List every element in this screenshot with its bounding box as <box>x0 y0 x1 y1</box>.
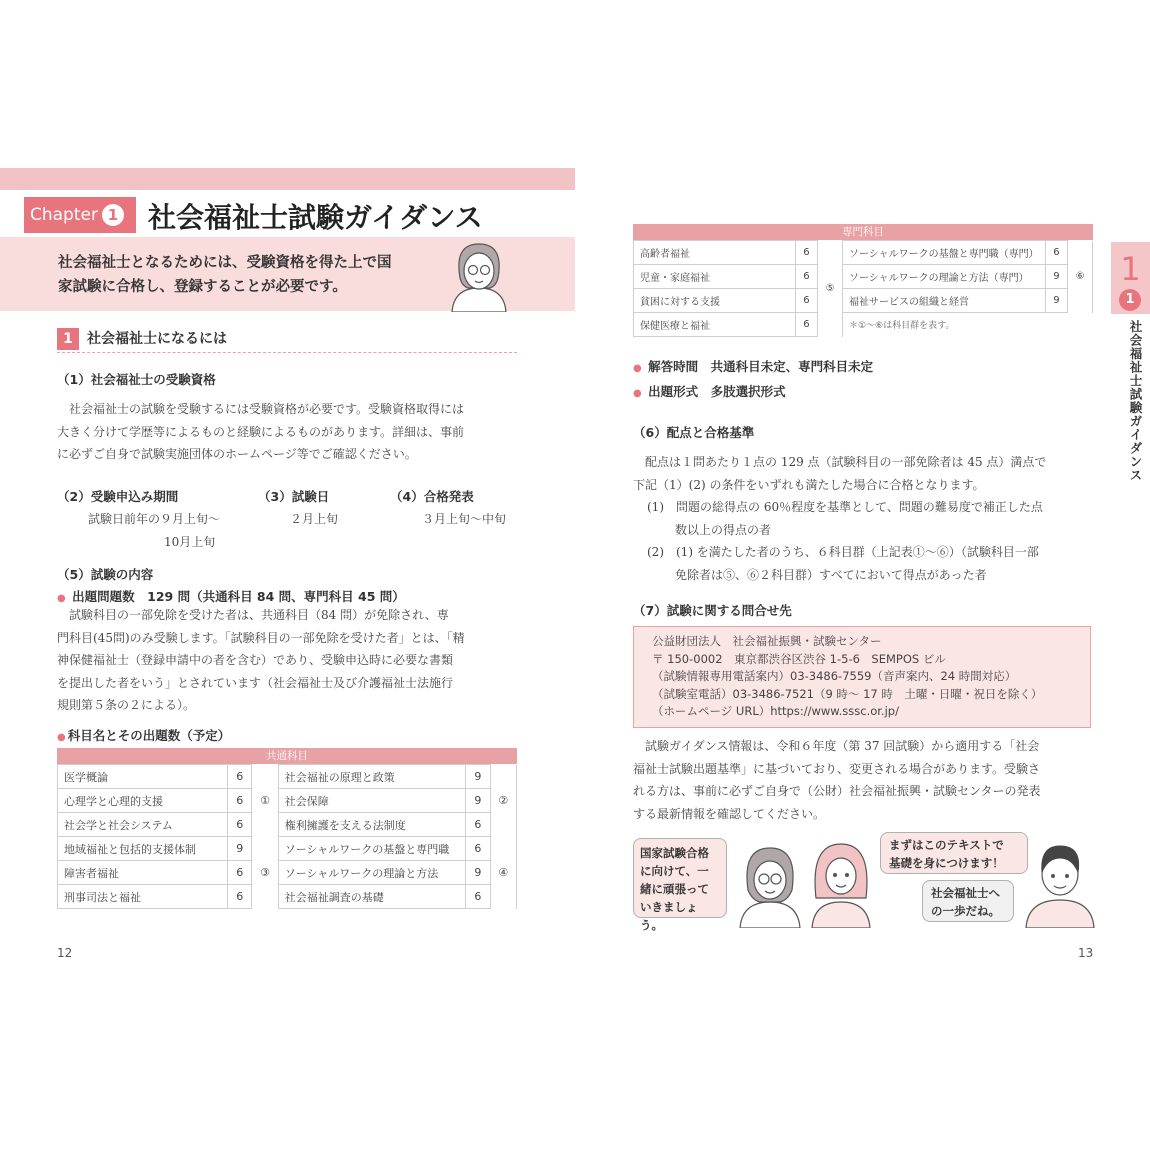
qualification-heading: （1）社会福祉士の受験資格 <box>57 372 216 387</box>
question-count <box>57 587 405 605</box>
text-line: する最新情報を確認してください。 <box>633 806 826 821</box>
subject-name: 心理学と心理的支援 <box>58 789 228 813</box>
table-row <box>58 861 517 885</box>
subject-name: 高齢者福祉 <box>634 241 796 265</box>
special-table-title: 専門科目 <box>633 224 1093 240</box>
subject-count: 6 <box>228 885 252 909</box>
side-tab-circle: 1 <box>1119 289 1141 311</box>
subject-count: 6 <box>228 789 252 813</box>
side-tab-number: 1 <box>1120 250 1141 288</box>
subject-count: 9 <box>1045 265 1068 289</box>
woman-with-glasses-illustration <box>440 238 518 312</box>
page-number-left: 12 <box>57 946 73 960</box>
bubble-line: いきましょう。 <box>640 900 698 932</box>
chapter-badge <box>24 197 136 233</box>
group-label: ④ <box>490 837 516 909</box>
text-line: 免除者は⑤、⑥２科目群）すべてにおいて得点があった者 <box>675 567 987 582</box>
exam-day-value: ２月上旬 <box>290 512 339 526</box>
answer-time <box>633 357 873 375</box>
contact-box <box>633 626 1091 728</box>
answer-time-value: 共通科目未定、専門科目未定 <box>710 359 874 374</box>
announcement-value: ３月上旬〜中旬 <box>422 512 507 526</box>
header-band <box>0 168 575 190</box>
section-heading <box>57 328 517 353</box>
text-line: を提出した者をいう」とされています（社会福祉士及び介護福祉士法施行 <box>57 675 454 690</box>
speech-bubble-top-right <box>880 832 1028 874</box>
application-period <box>88 508 220 553</box>
speech-bubble-left <box>633 838 727 932</box>
bubble-line: 緒に頑張って <box>640 882 709 896</box>
subject-count: 6 <box>228 813 252 837</box>
table-row <box>634 289 1093 313</box>
table-row <box>58 837 517 861</box>
question-count-label: 出題問題数 <box>72 589 135 604</box>
bubble-line: 国家試験合格 <box>640 846 709 860</box>
text-line: 試験科目の一部免除を受けた者は、共通科目（84 問）が免除され、専 <box>69 608 449 622</box>
table-row <box>634 265 1093 289</box>
question-count-value: 129 問（共通科目 84 問、専門科目 45 問） <box>147 589 405 604</box>
scoring-heading: （6）配点と合格基準 <box>633 425 755 440</box>
page-number-right: 13 <box>1078 946 1094 960</box>
subject-name: 福祉サービスの組織と経営 <box>842 289 1045 313</box>
subject-name: 社会福祉の原理と政策 <box>278 765 466 789</box>
contact-line: 公益財団法人 社会福祉振興・試験センター <box>652 634 882 648</box>
speech-bubble-bottom-right <box>922 880 1014 922</box>
guidance-info-text <box>633 735 1103 825</box>
young-man-illustration <box>1022 834 1098 928</box>
common-table-title: 共通科目 <box>57 748 517 764</box>
text-line: 門科目(45問)のみ受験します。「試験科目の一部免除を受けた者」とは、「精 <box>57 630 465 645</box>
table-row <box>634 241 1093 265</box>
subject-count: 9 <box>466 789 490 813</box>
subject-count: 6 <box>466 813 490 837</box>
content-heading: （5）試験の内容 <box>57 567 154 582</box>
text-line: 規則第５条の２による）。 <box>57 698 196 712</box>
subject-count: 6 <box>795 265 818 289</box>
text-line: 大きく分けて学歴等によるものと経験によるものがあります。詳細は、事前 <box>57 424 465 439</box>
subject-name: 児童・家庭福祉 <box>634 265 796 289</box>
young-woman-illustration <box>806 838 876 928</box>
lead-text <box>58 251 438 299</box>
subject-name: ソーシャルワークの基盤と専門職（専門） <box>842 241 1045 265</box>
subject-count: 6 <box>795 241 818 265</box>
text-line: 数以上の得点の者 <box>675 522 772 537</box>
subject-name: 貧困に対する支援 <box>634 289 796 313</box>
text-line: 社会福祉士の試験を受験するには受験資格が必要です。受験資格取得には <box>69 402 465 416</box>
subjects-label: ● 科目名とその出題数（予定） <box>57 726 230 744</box>
subject-count: 9 <box>466 765 490 789</box>
text-line: 試験ガイダンス情報は、令和６年度（第 37 回試験）から適用する「社会 <box>645 739 1040 753</box>
scoring-text <box>633 451 1103 586</box>
text-line: 下記（1）(2) の条件をいずれも満たした場合に合格となります。 <box>633 477 985 492</box>
text-line: に必ずご自身で試験実施団体のホームページ等でご確認ください。 <box>57 447 417 461</box>
subject-name: ソーシャルワークの基盤と専門職 <box>278 837 466 861</box>
text-line: 試験日前年の９月上旬〜 <box>88 512 221 526</box>
contact-heading: （7）試験に関する問合せ先 <box>633 603 792 618</box>
table-row <box>58 765 517 789</box>
side-tab-title: 社会福祉士試験ガイダンス <box>1128 320 1143 482</box>
group-label: ③ <box>252 837 278 909</box>
table-row <box>58 789 517 813</box>
subject-count: 6 <box>795 289 818 313</box>
subject-count: 9 <box>228 837 252 861</box>
answer-time-label: 解答時間 <box>648 359 699 374</box>
subject-count: 6 <box>228 861 252 885</box>
subject-name: 障害者福祉 <box>58 861 228 885</box>
subject-name: 権利擁護を支える法制度 <box>278 813 466 837</box>
chapter-title: 社会福祉士試験ガイダンス <box>148 201 483 234</box>
common-table-grid <box>57 764 517 909</box>
special-table-grid <box>633 240 1093 337</box>
application-heading: （2）受験申込み期間 <box>57 489 179 504</box>
subject-count: 6 <box>466 837 490 861</box>
subject-count: 9 <box>466 861 490 885</box>
text-line: (2) (1) を満たした者のうち、６科目群（上記表①〜⑥）（試験科目一部 <box>647 545 1039 559</box>
table-note: ＊①〜⑥は科目群を表す。 <box>848 321 955 332</box>
subject-name: ソーシャルワークの理論と方法（専門） <box>842 265 1045 289</box>
common-subjects-table <box>57 748 517 909</box>
exemption-text <box>57 604 527 717</box>
subject-name: ソーシャルワークの理論と方法 <box>278 861 466 885</box>
contact-line: （試験情報専用電話案内）03-3486-7559（音声案内、24 時間対応） <box>652 669 1017 683</box>
subject-count: 6 <box>466 885 490 909</box>
section-number: 1 <box>57 328 79 350</box>
announcement-heading: （4）合格発表 <box>390 489 474 504</box>
text-line: 10月上旬 <box>164 534 216 549</box>
subject-name: 保健医療と福祉 <box>634 313 796 337</box>
table-row <box>58 885 517 909</box>
question-format-value: 多肢選択形式 <box>710 384 786 399</box>
subject-count: 6 <box>795 313 818 337</box>
subject-name: 社会学と社会システム <box>58 813 228 837</box>
group-label: ⑤ <box>818 241 843 337</box>
subject-name: 地域福祉と包括的支援体制 <box>58 837 228 861</box>
text-line: 配点は１問あたり１点の 129 点（試験科目の一部免除者は 45 点）満点で <box>645 455 1047 469</box>
qualification-text <box>57 398 527 466</box>
contact-url: （ホームページ URL）https://www.sssc.or.jp/ <box>652 704 899 718</box>
bubble-line: に向けて、一 <box>640 864 709 878</box>
bubble-line: 社会福祉士へ <box>931 886 1000 900</box>
text-line: 福祉士試験出題基準」に基づいており、変更される場合があります。受験さ <box>633 761 1041 776</box>
chapter-number: 1 <box>102 204 124 226</box>
subject-count: 9 <box>1045 289 1068 313</box>
text-line: 神保健福祉士（登録申請中の者を含む）であり、受験申込時に必要な書類 <box>57 653 454 667</box>
question-format <box>633 382 786 400</box>
lead-line: 社会福祉士となるためには、受験資格を得た上で国 <box>58 255 392 271</box>
group-label: ⑥ <box>1068 241 1093 313</box>
lead-line: 家試験に合格し、登録することが必要です。 <box>58 279 347 295</box>
subject-name: 刑事司法と福祉 <box>58 885 228 909</box>
group-label: ① <box>252 765 278 837</box>
contact-line: 〒 150-0002 東京都渋谷区渋谷 1-5-6 SEMPOS ビル <box>652 651 946 666</box>
exam-day-heading: （3）試験日 <box>258 489 330 504</box>
table-row <box>634 313 1093 337</box>
bubble-line: の一歩だね。 <box>931 904 1000 918</box>
table-row <box>58 813 517 837</box>
subject-count: 6 <box>1045 241 1068 265</box>
special-subjects-table <box>633 224 1093 337</box>
bubble-line: 基礎を身につけます！ <box>889 856 1004 870</box>
text-line: (1) 問題の総得点の 60％程度を基準として、問題の難易度で補正した点 <box>647 500 1043 514</box>
question-format-label: 出題形式 <box>648 384 699 399</box>
section-title: 社会福祉士になるには <box>87 331 227 347</box>
group-label: ② <box>490 765 516 837</box>
text-line: れる方は、事前に必ずご自身で（公財）社会福祉振興・試験センターの発表 <box>633 784 1041 798</box>
bubble-line: まずはこのテキストで <box>889 838 1004 852</box>
subject-name: 社会福祉調査の基礎 <box>278 885 466 909</box>
subject-name: 社会保障 <box>278 789 466 813</box>
woman-with-glasses-illustration <box>730 840 810 928</box>
subject-count: 6 <box>228 765 252 789</box>
chapter-label: Chapter <box>30 205 98 225</box>
subject-name: 医学概論 <box>58 765 228 789</box>
contact-line: （試験室電話）03-3486-7521（9 時〜 17 時 土曜・日曜・祝日を除く） <box>652 686 1043 701</box>
